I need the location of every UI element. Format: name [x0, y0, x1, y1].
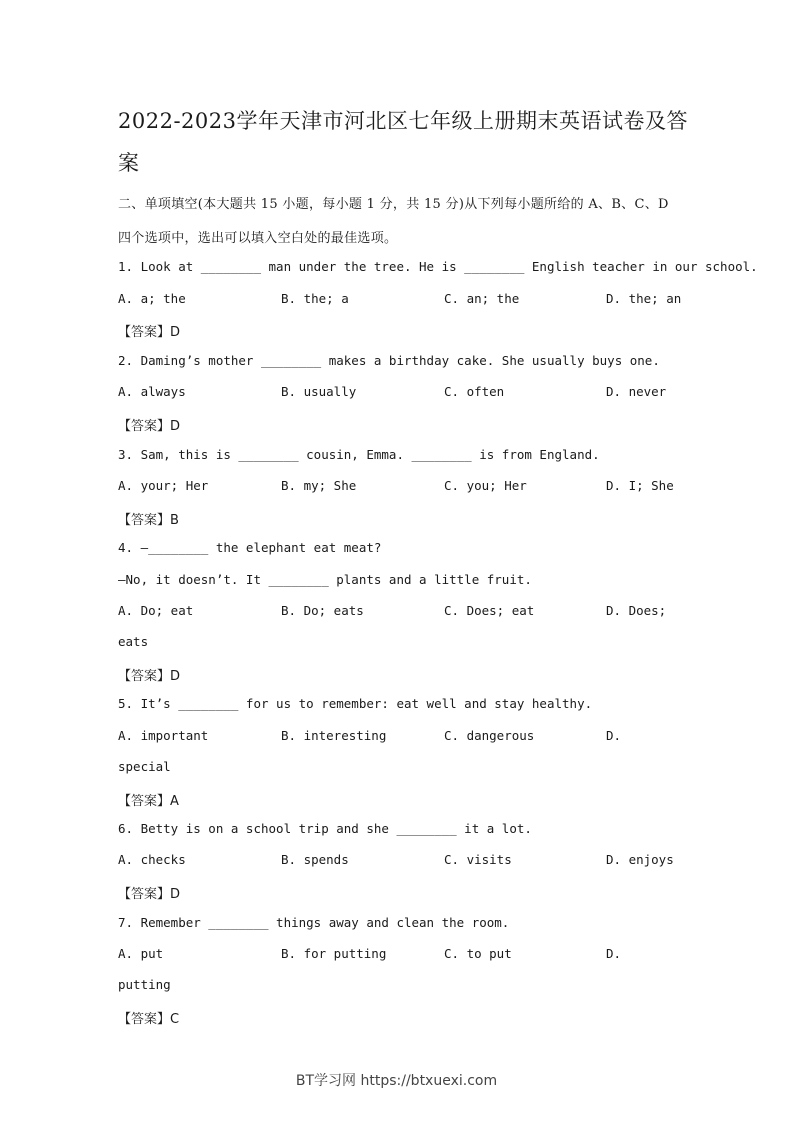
- option-b: B. Do; eats: [281, 603, 364, 618]
- option-c: C. visits: [444, 852, 512, 867]
- answer-label: 【答案】D: [118, 669, 181, 684]
- question-stem: 7. Remember ________ things away and clean the room.: [118, 915, 510, 930]
- footer-watermark: BT学习网 https://btxuexi.com: [295, 1073, 498, 1089]
- option-a: A. a; the: [118, 291, 186, 306]
- question-stem: 1. Look at ________ man under the tree. He is ________ English teacher in our school.: [118, 259, 758, 274]
- option-b: B. my; She: [281, 478, 357, 493]
- option-d: D. Does;: [606, 603, 667, 618]
- question-stem: 3. Sam, this is ________ cousin, Emma. ________ is from England.: [118, 447, 600, 462]
- option-d: D. I; She: [606, 478, 674, 493]
- option-c: C. Does; eat: [444, 603, 535, 618]
- option-d: D. the; an: [606, 291, 682, 306]
- answer-label: 【答案】D: [118, 325, 181, 340]
- section-instructions: 二、单项填空(本大题共 15 小题，每小题 1 分，共 15 分)从下列每小题所给的 A、B、C、D 四个选项中，选出可以填入空白处的最佳选项。: [118, 197, 669, 246]
- option-b: B. spends: [281, 852, 349, 867]
- question-stem: 6. Betty is on a school trip and she ________ it a lot.: [118, 821, 532, 836]
- option-c: C. often: [444, 384, 505, 399]
- question-stem-continued: —No, it doesn’t. It ________ plants and a little fruit.: [118, 572, 532, 587]
- option-b: B. the; a: [281, 291, 349, 306]
- option-b: B. for putting: [281, 946, 387, 961]
- option-d: D.: [606, 728, 622, 743]
- option-b: B. usually: [281, 384, 357, 399]
- option-d: D. enjoys: [606, 852, 674, 867]
- answer-label: 【答案】D: [118, 419, 181, 434]
- answer-label: 【答案】C: [118, 1012, 180, 1027]
- option-d: D.: [606, 946, 622, 961]
- option-a: A. always: [118, 384, 186, 399]
- option-c: C. to put: [444, 946, 512, 961]
- option-a: A. important: [118, 728, 209, 743]
- page-title: 2022-2023学年天津市河北区七年级上册期末英语试卷及答案: [118, 109, 688, 175]
- option-c: C. you; Her: [444, 478, 527, 493]
- answer-label: 【答案】D: [118, 887, 181, 902]
- question-stem: 2. Daming’s mother ________ makes a birthday cake. She usually buys one.: [118, 353, 660, 368]
- option-d: D. never: [606, 384, 667, 399]
- option-d-wrap: eats: [118, 634, 149, 649]
- option-d-wrap: special: [118, 759, 171, 774]
- option-a: A. Do; eat: [118, 603, 194, 618]
- option-b: B. interesting: [281, 728, 387, 743]
- option-a: A. checks: [118, 852, 186, 867]
- option-c: C. dangerous: [444, 728, 535, 743]
- answer-label: 【答案】B: [118, 513, 179, 528]
- answer-label: 【答案】A: [118, 794, 179, 809]
- option-c: C. an; the: [444, 291, 520, 306]
- option-a: A. put: [118, 946, 164, 961]
- option-d-wrap: putting: [118, 977, 171, 992]
- question-stem: 4. —________ the elephant eat meat?: [118, 540, 382, 555]
- option-a: A. your; Her: [118, 478, 209, 493]
- question-stem: 5. It’s ________ for us to remember: eat well and stay healthy.: [118, 696, 593, 711]
